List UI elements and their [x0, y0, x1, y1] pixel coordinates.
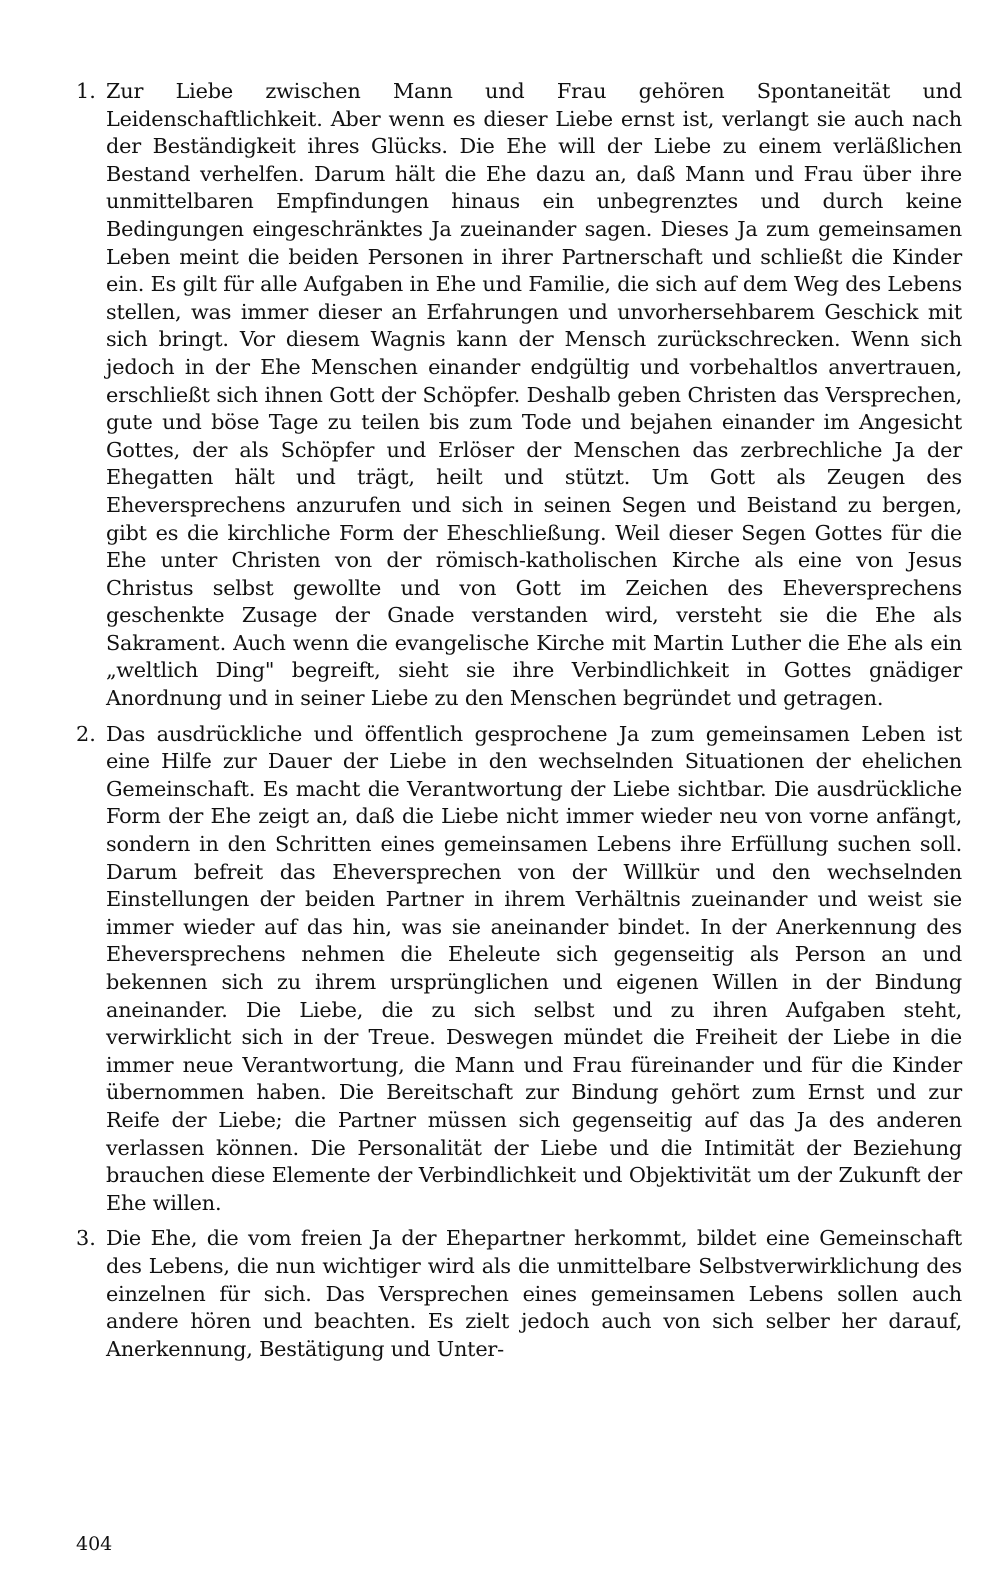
paragraph-number: 2.: [76, 721, 96, 746]
paragraph-number: 1.: [76, 79, 96, 103]
numbered-paragraph-3: [76, 1225, 962, 1363]
paragraph-text: Die Ehe, die vom freien Ja der Ehepartner herkommt, bildet eine Gemeinschaft des Lebens, die nun wichtiger wird als die unmittelbare Selbstverwirklichung des einzelnen für sich. Das Versprechen eines gemeinsamen Lebens sollen auch andere hören und beachten. Es zielt jedoch auch von sich selber her darauf, Anerkennung, Bestätigung und Unter-: [106, 1226, 962, 1361]
paragraph-text: Das ausdrückliche und öffentlich gesprochene Ja zum gemeinsamen Leben ist eine Hilfe zur Dauer der Liebe in den wechselnden Situationen der ehelichen Gemeinschaft. Es macht die Verantwortung der Liebe sichtbar. Die ausdrückliche Form der Ehe zeigt an, daß die Liebe nicht immer wieder neu von vorne anfängt, sondern in den Schritten eines gemeinsamen Lebens ihre Erfüllung suchen soll. Darum befreit das Eheversprechen von der Willkür und den wechselnden Einstellungen der beiden Partner in ihrem Verhältnis zueinander und weist sie immer wieder auf das hin, was sie aneinander bindet. In der Anerkennung des Eheversprechens nehmen die Eheleute sich gegenseitig als Person an und bekennen sich zu ihrem ursprünglichen und eigenen Willen in der Bindung aneinander. Die Liebe, die zu sich selbst und zu ihren Aufgaben steht, verwirklicht sich in der Treue. Deswegen mündet die Freiheit der Liebe in die immer neue Verantwortung, die Mann und Frau füreinander und für die Kinder übernommen haben. Die Bereitschaft zur Bindung gehört zum Ernst und zur Reife der Liebe; die Partner müssen sich gegenseitig auf das Ja des anderen verlassen können. Die Personalität der Liebe und die Intimität der Beziehung brauchen diese Elemente der Verbindlichkeit und Objektivität um der Zukunft der Ehe willen.: [106, 721, 962, 1215]
numbered-paragraph-1: [76, 78, 962, 713]
paragraph-number: 3.: [76, 1226, 96, 1251]
page-number: 404: [76, 1533, 113, 1555]
paragraph-text: Zur Liebe zwischen Mann und Frau gehören Spontaneität und Leidenschaftlichkeit. Aber wenn es dieser Liebe ernst ist, verlangt sie auch nach der Beständigkeit ihres Glücks. Die Ehe will der Liebe zu einem verläßlichen Bestand verhelfen. Darum hält die Ehe dazu an, daß Mann und Frau über ihre unmittelbaren Empfindungen hinaus ein unbegrenztes und durch keine Bedingungen eingeschränktes Ja zueinander sagen. Dieses Ja zum gemeinsamen Leben meint die beiden Personen in ihrer Partnerschaft und schließt die Kinder ein. Es gilt für alle Aufgaben in Ehe und Familie, die sich auf dem Weg des Lebens stellen, was immer dieser an Erfahrungen und unvorhersehbarem Geschick mit sich bringt. Vor diesem Wagnis kann der Mensch zurückschrecken. Wenn sich jedoch in der Ehe Menschen einander endgültig und vorbehaltlos anvertrauen, erschließt sich ihnen Gott der Schöpfer. Deshalb geben Christen das Versprechen, gute und böse Tage zu teilen bis zum Tode und bejahen einander im Angesicht Gottes, der als Schöpfer und Erlöser der Menschen das zerbrechliche Ja der Ehegatten hält und trägt, heilt und stützt. Um Gott als Zeugen des Eheversprechens anzurufen und sich in seinen Segen und Beistand zu bergen, gibt es die kirchliche Form der Eheschließung. Weil dieser Segen Gottes für die Ehe unter Christen von der römisch-katholischen Kirche als eine von Jesus Christus selbst gewollte und von Gott im Zeichen des Eheversprechens geschenkte Zusage der Gnade verstanden wird, versteht sie die Ehe als Sakrament. Auch wenn die evangelische Kirche mit Martin Luther die Ehe als ein „weltlich Ding" begreift, sieht sie ihre Verbindlichkeit in Gottes gnädiger Anordnung und in seiner Liebe zu den Menschen begründet und getragen.: [106, 79, 962, 711]
numbered-paragraph-2: [76, 721, 962, 1218]
document-body: [76, 78, 962, 1371]
